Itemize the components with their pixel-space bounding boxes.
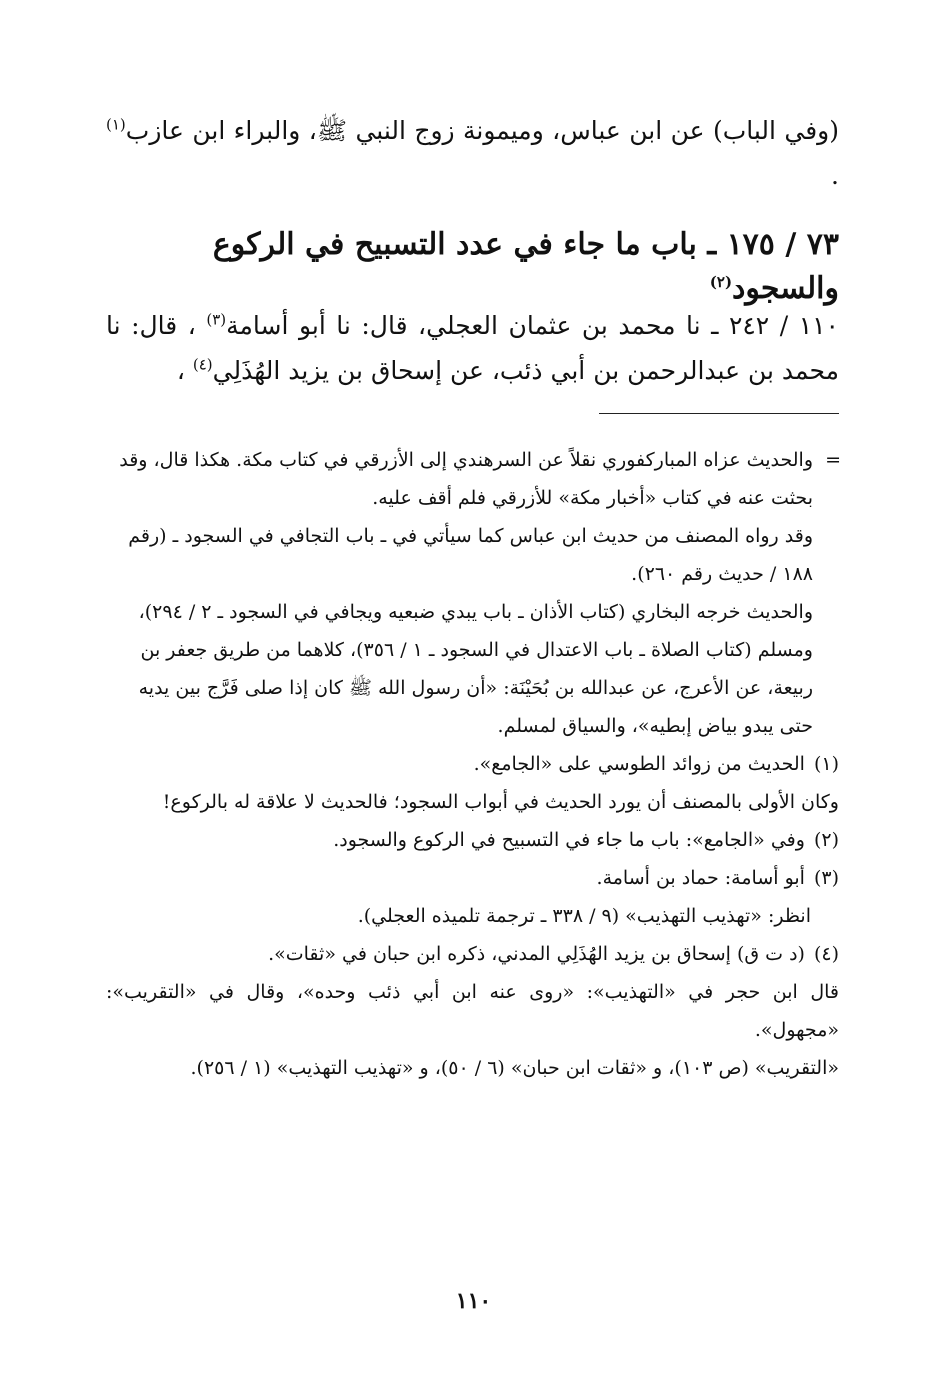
footnote-text: «التقريب» (ص ١٠٣)، و «ثقات ابن حبان» (٦ / ٥٠)، و «تهذيب التهذيب» (١ / ٢٥٦). [190,1057,839,1079]
chapter-heading [106,223,839,311]
footnote-number: (٣) [813,867,839,889]
footnote-text: والحديث خرجه البخاري (كتاب الأذان ـ باب يبدي ضبعيه ويجافي في السجود ـ ٢ / ٢٩٤)، ومسلم (كتاب الصلاة ـ باب الاعتدال في السجود ـ ١ / ٣٥٦)، كلاهما من طريق جعفر بن ربيعة، عن الأعرج، عن عبدالله بن بُحَيْنَة: «أن رسول الله ﷺ كان إذا صلى فَرَّج بين يديه حتى يبدو بياض إبطيه»، والسياق لمسلم. [138,601,813,737]
chapter-heading-text: ٧٣ / ١٧٥ ـ باب ما جاء في عدد التسبيح في الركوع والسجود [212,227,839,306]
footnote-text: (د ت ق) إسحاق بن يزيد الهُذَلِي المدني، ذكره ابن حبان في «ثقات». [268,943,805,965]
footnote-text: قال ابن حجر في «التهذيب»: «روى عنه ابن أبي ذئب وحده»، وقال في «التقريب»: «مجهول». [106,981,839,1041]
chain-text-a: ١١٠ / ٢٤٢ ـ نا محمد بن عثمان العجلي، قال: نا أبو أسامة [226,311,839,340]
footnote-text: الحديث من زوائد الطوسي على «الجامع». [473,753,805,775]
footnote-ref-2: (٢) [709,273,733,291]
paragraph-text: (وفي الباب) عن ابن عباس، وميمونة زوج النبي ﷺ، والبراء ابن عازب [125,116,839,145]
paragraph-end: . [831,161,839,190]
footnote-ref-1: (١) [106,115,126,134]
hadith-chain-paragraph [106,303,839,393]
footnote-text: وقد رواه المصنف من حديث ابن عباس كما سيأتي في ـ باب التجافي في السجود ـ (رقم ١٨٨ / حديث رقم ٢٦٠). [128,525,813,585]
chain-text-b: ، قال: نا محمد بن عبدالرحمن بن أبي ذئب، عن إسحاق بن يزيد الهُذَلِي [106,311,839,385]
footnote-ref-3: (٣) [206,310,227,329]
footnote-text: وكان الأولى بالمصنف أن يورد الحديث في أبواب السجود؛ فالحديث لا علاقة له بالركوع! [162,791,839,813]
footnote-ref-4: (٤) [192,355,213,374]
opening-paragraph [106,108,839,198]
footnote-separator [599,413,839,414]
footnote-number: (١) [813,753,839,775]
footnote-number: (٤) [813,943,839,965]
footnotes [106,441,839,1087]
footnote-text: أبو أسامة: حماد بن أسامة. [596,867,805,889]
footnote-text: وفي «الجامع»: باب ما جاء في التسبيح في الركوع والسجود. [333,829,805,851]
page-number: ١١٠ [455,1288,492,1314]
continuation-mark: = [825,449,841,471]
footnote-1 [106,745,839,821]
footnote-text: والحديث عزاه المباركفوري نقلاً عن السرهندي إلى الأزرقي في كتاب مكة. هكذا قال، وقد بحثت عنه في كتاب «أخبار مكة» للأزرقي فلم أقف عليه. [119,449,813,509]
footnote-number: (٢) [813,829,839,851]
continued-footnote [106,441,839,745]
chain-end: ، [176,356,193,385]
footnote-text: انظر: «تهذيب التهذيب» (٩ / ٣٣٨ ـ ترجمة تلميذه العجلي). [357,905,811,927]
footnote-2 [106,821,839,859]
footnote-4 [106,935,839,1087]
footnote-3 [106,859,839,935]
